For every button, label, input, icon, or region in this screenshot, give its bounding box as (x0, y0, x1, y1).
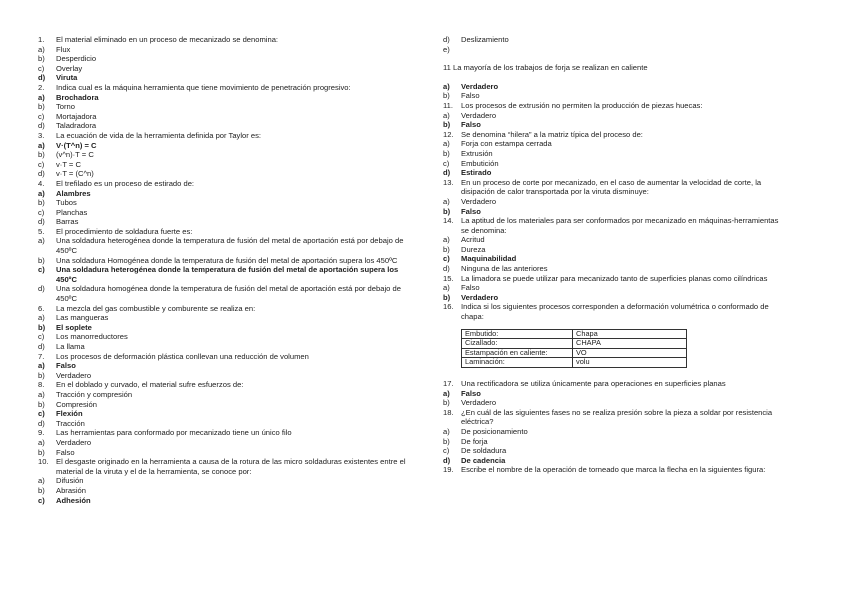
option-letter: b) (38, 399, 45, 409)
option-text: Compresión (56, 399, 97, 409)
answer-option (38, 217, 418, 227)
table-row (462, 339, 687, 349)
option-text: Extrusión (461, 148, 493, 158)
option-text: Verdadero (461, 398, 497, 408)
answer-option (443, 149, 788, 159)
option-letter: c) (38, 495, 45, 505)
question (443, 216, 788, 274)
option-text: V·(T^n) = C (56, 140, 97, 150)
option-letter: a) (38, 188, 45, 198)
option-letter: e) (443, 44, 450, 54)
option-letter: b) (38, 447, 45, 457)
answer-option (38, 342, 418, 352)
question (38, 457, 418, 505)
option-text: La llama (56, 342, 85, 351)
answer-option (443, 45, 788, 55)
option-text: Flux (56, 44, 71, 54)
option-letter: c) (38, 265, 45, 275)
option-letter: a) (443, 235, 450, 245)
question-number: 6. (38, 303, 45, 313)
question-text: El procedimiento de soldadura fuerte es: (56, 226, 193, 236)
option-letter: b) (38, 150, 45, 160)
option-text: Alambres (56, 188, 91, 198)
option-letter: b) (443, 244, 450, 254)
option-letter: a) (38, 92, 45, 102)
answer-option (38, 361, 418, 371)
option-text: Los manorreductores (56, 332, 128, 342)
option-letter: a) (38, 44, 45, 54)
option-letter: b) (443, 206, 451, 216)
option-text: Torno (56, 102, 75, 112)
answer-option (443, 398, 788, 408)
question (38, 380, 418, 428)
question-text: La limadora se puede utilizar para mecanizado tanto de superficies planas como cilíndricas (461, 273, 768, 283)
option-letter: a) (38, 140, 45, 150)
option-letter: b) (38, 370, 45, 380)
option-letter: c) (443, 254, 450, 264)
option-text: Acritud (461, 235, 485, 245)
option-text: Difusión (56, 476, 84, 486)
question-number: 2. (38, 82, 45, 92)
question-text: La ecuación de vida de la herramienta definida por Taylor es: (56, 130, 262, 140)
process-answer-cell: volu (573, 358, 687, 368)
option-text: Una soldadura heterogénea donde la temperatura de fusión del metal de aportación supera los 450ºC (56, 265, 399, 284)
option-text: Desperdicio (56, 54, 97, 64)
question-number: 9. (38, 428, 45, 438)
question-number: 8. (38, 380, 45, 390)
answer-option (443, 389, 788, 399)
answer-option (443, 120, 788, 130)
question-number: 16. (443, 302, 454, 312)
option-text: Falso (461, 206, 481, 216)
option-text: Ninguna de las anteriores (461, 264, 548, 274)
option-text: Tubos (56, 198, 77, 208)
answer-option (443, 245, 788, 255)
option-text: Deslizamiento (461, 35, 509, 44)
process-answer-cell: VO (573, 348, 687, 358)
answer-option (38, 332, 418, 342)
option-text: Una soldadura heterogénea donde la temperatura de fusión del metal de aportación está por debajo de 450ºC (56, 236, 404, 256)
option-letter: a) (443, 388, 450, 398)
option-letter: a) (38, 476, 45, 486)
question-text: Indica si los siguientes procesos corresponden a deformación volumétrica o conformado de chapa: (461, 302, 769, 322)
option-letter: a) (443, 81, 450, 91)
answer-option (443, 91, 788, 101)
option-letter: b) (443, 436, 450, 446)
option-text: Una soldadura homogénea donde la temperatura de fusión del metal de aportación está por debajo de 450ºC (56, 284, 401, 304)
option-text: Abrasión (56, 485, 86, 495)
option-letter: c) (38, 207, 45, 217)
question-number: 12. (443, 129, 454, 139)
answer-option (38, 496, 418, 506)
answer-option (443, 283, 788, 293)
answer-option (443, 35, 788, 45)
process-table (461, 329, 687, 368)
option-letter: b) (443, 292, 451, 302)
answer-option (38, 390, 418, 400)
option-letter: b) (443, 148, 450, 158)
question-text: ¿En cuál de las siguientes fases no se realiza presión sobre la pieza a soldar por resistencia eléctrica? (461, 407, 773, 427)
question-number: 18. (443, 407, 454, 417)
question-text: El material eliminado en un proceso de mecanizado se denomina: (56, 35, 279, 44)
answer-option (38, 169, 418, 179)
option-text: v·T = C (56, 159, 81, 169)
question-number: 10. (38, 457, 49, 467)
option-text: Planchas (56, 207, 88, 217)
answer-option (443, 437, 788, 447)
question (443, 101, 788, 130)
option-letter: a) (38, 389, 45, 399)
option-text: Dureza (461, 244, 486, 254)
answer-option (38, 448, 418, 458)
option-text: De cadencia (461, 455, 506, 465)
question-number: 14. (443, 216, 454, 226)
option-letter: d) (38, 73, 46, 83)
answer-option (443, 82, 788, 92)
answer-option (38, 64, 418, 74)
process-answer-cell: CHAPA (573, 339, 687, 349)
option-text: Verdadero (56, 437, 92, 447)
question-text: Indica cual es la máquina herramienta que tiene movimiento de penetración progresivo: (56, 82, 351, 92)
option-text: Maquinabilidad (461, 254, 517, 264)
answer-option (38, 371, 418, 381)
option-letter: d) (38, 284, 45, 294)
option-letter: d) (38, 121, 45, 131)
question-number: 4. (38, 178, 45, 188)
answer-option (443, 235, 788, 245)
option-letter: c) (443, 446, 450, 456)
answer-option (443, 168, 788, 178)
question-number: 17. (443, 379, 454, 388)
answer-option (38, 93, 418, 103)
question-number: 13. (443, 177, 454, 187)
option-letter: a) (443, 110, 450, 120)
answer-option (443, 254, 788, 264)
question-number: 3. (38, 130, 45, 140)
question-text: Los procesos de extrusión no permiten la producción de piezas huecas: (461, 100, 703, 110)
answer-option (443, 264, 788, 274)
option-text: Embutición (461, 158, 499, 168)
option-letter: d) (443, 168, 451, 178)
question (38, 227, 418, 304)
answer-option (38, 54, 418, 64)
answer-option (38, 121, 418, 131)
question (38, 83, 418, 131)
option-letter: a) (38, 437, 45, 447)
option-text: Falso (461, 283, 480, 293)
option-text: Tracción y compresión (56, 389, 133, 399)
answer-option (38, 284, 418, 303)
answer-option (38, 438, 418, 448)
option-text: Falso (461, 91, 480, 101)
option-text: Falso (56, 447, 75, 457)
process-name-cell: Laminación: (462, 358, 573, 368)
question-text: Las herramientas para conformado por mecanizado tiene un único filo (56, 428, 292, 438)
answer-option (38, 323, 418, 333)
option-text: Falso (461, 388, 481, 398)
option-text: De forja (461, 436, 488, 446)
option-text: Flexión (56, 409, 83, 419)
question-number: 11. (443, 100, 453, 110)
option-text: v·T = (C^n) (56, 169, 94, 179)
option-text: Verdadero (461, 81, 499, 91)
option-letter: c) (443, 158, 450, 168)
option-letter: d) (38, 217, 45, 227)
answer-option (443, 446, 788, 456)
question-text: La mezcla del gas combustible y comburente se realiza en: (56, 303, 256, 313)
option-text: Estirado (461, 168, 492, 178)
option-text: Verdadero (461, 292, 499, 302)
answer-option (38, 102, 418, 112)
question-number: 1. (38, 35, 45, 44)
answer-option (443, 197, 788, 207)
option-letter: a) (38, 361, 45, 371)
option-letter: d) (443, 455, 451, 465)
process-answer-cell: Chapa (573, 329, 687, 339)
answer-option (38, 400, 418, 410)
answer-option (38, 73, 418, 83)
question (443, 465, 788, 475)
option-text: Verdadero (461, 196, 497, 206)
option-text: Taladradora (56, 121, 97, 131)
answer-option (38, 265, 418, 284)
question (443, 302, 788, 321)
answer-option (443, 139, 788, 149)
option-text: El soplete (56, 322, 92, 332)
option-letter: a) (443, 283, 450, 293)
question-number: 19. (443, 465, 454, 475)
option-letter: c) (38, 111, 45, 121)
option-text: Barras (56, 217, 79, 227)
question (443, 379, 788, 408)
left-column (38, 35, 418, 505)
option-text: Forja con estampa cerrada (461, 139, 552, 149)
option-text (461, 45, 788, 55)
option-letter: a) (443, 426, 450, 436)
question (38, 428, 418, 457)
answer-option (443, 207, 788, 217)
answer-option (38, 112, 418, 122)
question-text: Una rectificadora se utiliza únicamente para operaciones en superficies planas (461, 379, 726, 388)
question (443, 178, 788, 216)
question (38, 35, 418, 83)
question-number: 15. (443, 273, 454, 283)
option-letter: d) (38, 169, 45, 179)
option-letter: c) (38, 332, 45, 342)
answer-option (38, 486, 418, 496)
answer-option (38, 476, 418, 486)
option-letter: c) (38, 409, 45, 419)
answer-option (38, 45, 418, 55)
option-letter: d) (38, 418, 45, 428)
question (443, 274, 788, 303)
option-letter: a) (38, 313, 45, 323)
option-letter: b) (38, 485, 45, 495)
process-name-cell: Embutido: (462, 329, 573, 339)
option-text: Una soldadura Homogénea donde la temperatura de fusión del metal de aportación supera los 450ºC (56, 255, 398, 265)
option-letter: b) (38, 255, 45, 265)
answer-option (38, 313, 418, 323)
answer-option (38, 189, 418, 199)
answer-option (443, 427, 788, 437)
question (38, 131, 418, 179)
answer-option (443, 111, 788, 121)
option-letter: a) (38, 236, 45, 246)
answer-option (38, 256, 418, 266)
question-text: En un proceso de corte por mecanizado, en el caso de aumentar la velocidad de corte, la disipación de calor transportada por la viruta disminuye: (461, 177, 762, 197)
option-text: Falso (56, 361, 76, 371)
answer-option (38, 236, 418, 255)
option-text: Overlay (56, 63, 83, 73)
option-text: De soldadura (461, 446, 507, 456)
option-letter: b) (38, 54, 45, 64)
question-text: Se denomina “hilera” a la matriz típica del proceso de: (461, 129, 643, 139)
option-letter: b) (38, 102, 45, 112)
process-name-cell: Estampación en caliente: (462, 348, 573, 358)
question (443, 408, 788, 466)
option-text: Brochadora (56, 92, 99, 102)
answer-option (38, 198, 418, 208)
answer-option (38, 141, 418, 151)
option-letter: a) (443, 196, 450, 206)
question (38, 179, 418, 227)
question-text: La aptitud de los materiales para ser conformados por mecanizado en máquinas-herramientas se denomina: (461, 216, 779, 235)
option-text: Verdadero (461, 110, 497, 120)
option-text: Las mangueras (56, 313, 109, 323)
answer-option (38, 419, 418, 429)
question-text: El desgaste originado en la herramienta a causa de la rotura de las micro soldaduras existentes entre el material de la viruta y el de la herramienta, se conoce por: (56, 457, 406, 476)
option-letter: b) (443, 120, 451, 130)
option-text: Falso (461, 120, 481, 130)
question-number: 7. (38, 351, 45, 361)
option-letter: d) (443, 35, 450, 44)
option-text: Adhesión (56, 495, 91, 505)
option-text: (v^n)·T = C (56, 150, 94, 160)
question (38, 304, 418, 352)
question-text: Escribe el nombre de la operación de torneado que marca la flecha en la siguientes figura: (461, 465, 766, 475)
answer-option (38, 409, 418, 419)
question-text: En el doblado y curvado, el material sufre esfuerzos de: (56, 380, 244, 390)
option-letter: b) (38, 322, 46, 332)
option-letter: b) (443, 91, 450, 101)
option-letter: b) (443, 398, 450, 408)
q11-inline-text: 11 La mayoría de los trabajos de forja se realizan en caliente (443, 63, 648, 73)
option-text: Tracción (56, 418, 85, 428)
answer-option (443, 456, 788, 466)
question-number: 5. (38, 226, 45, 236)
option-text: Verdadero (56, 370, 92, 380)
question (38, 352, 418, 381)
option-text: De posicionamiento (461, 426, 528, 436)
table-row (462, 358, 687, 368)
option-letter: d) (443, 264, 450, 274)
option-text: Viruta (56, 73, 78, 83)
answer-option (38, 150, 418, 160)
option-letter: a) (443, 139, 450, 149)
option-letter: b) (38, 198, 45, 208)
option-text: Mortajadora (56, 111, 97, 121)
question-text: Los procesos de deformación plástica conllevan una reducción de volumen (56, 351, 309, 361)
option-letter: c) (38, 159, 45, 169)
answer-option (38, 208, 418, 218)
process-name-cell: Cizallado: (462, 339, 573, 349)
right-column (443, 35, 788, 475)
question-text: El trefilado es un proceso de estirado de: (56, 178, 195, 188)
question (443, 130, 788, 178)
answer-option (443, 159, 788, 169)
answer-option (443, 293, 788, 303)
answer-option (38, 160, 418, 170)
option-letter: d) (38, 342, 45, 351)
option-letter: c) (38, 63, 45, 73)
